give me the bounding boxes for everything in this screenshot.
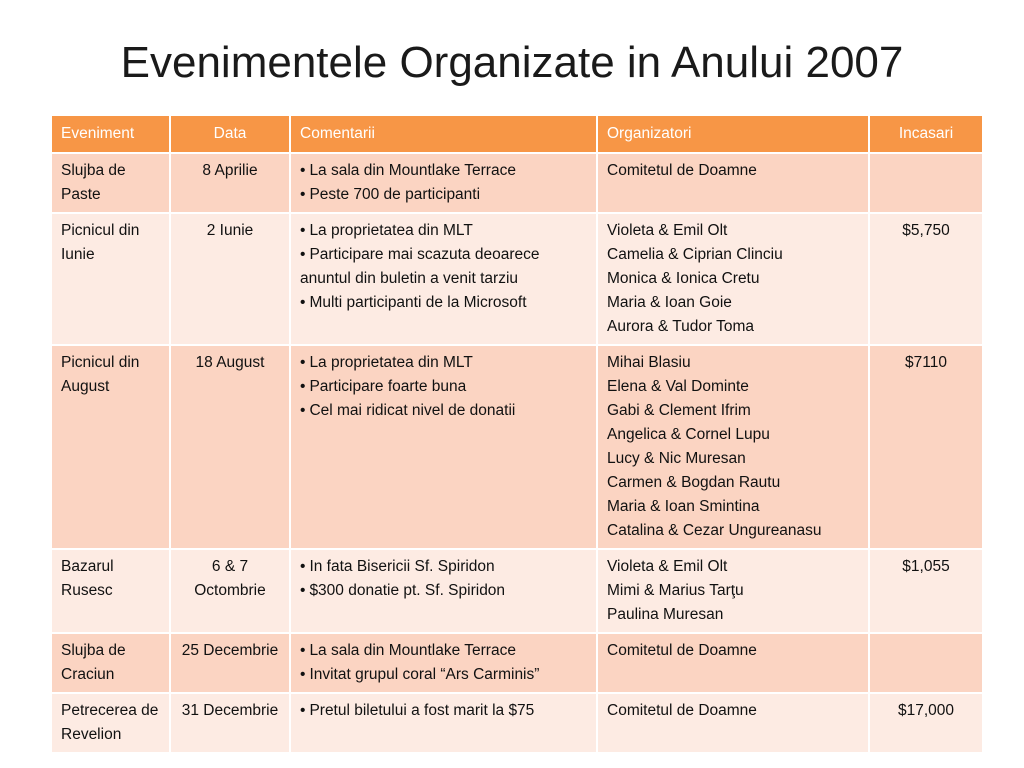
- comment-item: [300, 399, 587, 423]
- bullet-icon: •: [300, 354, 306, 371]
- event-cell: Picnicul din Iunie: [52, 213, 170, 345]
- bullet-icon: •: [300, 222, 306, 239]
- table-row: [52, 213, 982, 345]
- comment-item: [300, 183, 587, 207]
- organizer-name: Violeta & Emil Olt: [607, 222, 728, 239]
- comment-item: [300, 243, 587, 291]
- comment-item: [300, 579, 587, 603]
- event-cell: Picnicul din August: [52, 345, 170, 549]
- comment-item: [300, 375, 587, 399]
- comment-text: In fata Bisericii Sf. Spiridon: [309, 558, 495, 575]
- date-cell: 8 Aprilie: [170, 153, 290, 213]
- table-row: [52, 345, 982, 549]
- bullet-icon: •: [300, 642, 306, 659]
- comment-text: La proprietatea din MLT: [309, 354, 473, 371]
- events-table: [52, 116, 982, 752]
- comment-text: La sala din Mountlake Terrace: [309, 162, 516, 179]
- income-cell: [869, 633, 982, 693]
- date-cell: 25 Decembrie: [170, 633, 290, 693]
- table-row: [52, 633, 982, 693]
- organizers-cell: [597, 549, 869, 633]
- bullet-icon: •: [300, 294, 306, 311]
- comment-text: Invitat grupul coral “Ars Carminis”: [309, 666, 540, 683]
- organizer-name: Carmen & Bogdan Rautu: [607, 474, 781, 491]
- table-row: [52, 153, 982, 213]
- bullet-icon: •: [300, 162, 306, 179]
- organizer-name: Camelia & Ciprian Clinciu: [607, 246, 783, 263]
- organizer-name: Angelica & Cornel Lupu: [607, 426, 770, 443]
- comment-text: La sala din Mountlake Terrace: [309, 642, 516, 659]
- bullet-icon: •: [300, 378, 306, 395]
- organizer-name: Mimi & Marius Tarţu: [607, 582, 744, 599]
- comment-text: Pretul biletului a fost marit la $75: [309, 702, 535, 719]
- organizer-name: Elena & Val Dominte: [607, 378, 749, 395]
- organizer-name: Monica & Ionica Cretu: [607, 270, 760, 287]
- table-header-row: [52, 116, 982, 153]
- header-incasari: Incasari: [869, 116, 982, 153]
- date-cell: 18 August: [170, 345, 290, 549]
- comment-text: Multi participanti de la Microsoft: [309, 294, 527, 311]
- comment-item: [300, 699, 587, 723]
- comments-cell: [290, 693, 597, 752]
- bullet-icon: •: [300, 558, 306, 575]
- organizer-name: Paulina Muresan: [607, 606, 724, 623]
- table-row: [52, 693, 982, 752]
- date-cell: 31 Decembrie: [170, 693, 290, 752]
- bullet-icon: •: [300, 186, 306, 203]
- organizer-name: Mihai Blasiu: [607, 354, 691, 371]
- organizer-name: Comitetul de Doamne: [607, 702, 757, 719]
- table-body: [52, 153, 982, 752]
- date-cell: 6 & 7 Octombrie: [170, 549, 290, 633]
- organizer-name: Violeta & Emil Olt: [607, 558, 728, 575]
- bullet-icon: •: [300, 666, 306, 683]
- bullet-icon: •: [300, 582, 306, 599]
- income-cell: $17,000: [869, 693, 982, 752]
- comment-text: Cel mai ridicat nivel de donatii: [309, 402, 516, 419]
- event-cell: Petrecerea de Revelion: [52, 693, 170, 752]
- organizer-name: Maria & Ioan Smintina: [607, 498, 760, 515]
- comment-item: [300, 663, 587, 687]
- organizer-name: Gabi & Clement Ifrim: [607, 402, 751, 419]
- comments-cell: [290, 549, 597, 633]
- comment-text: La proprietatea din MLT: [309, 222, 473, 239]
- income-cell: $7110: [869, 345, 982, 549]
- organizer-name: Aurora & Tudor Toma: [607, 318, 755, 335]
- event-cell: Slujba de Paste: [52, 153, 170, 213]
- organizers-cell: [597, 213, 869, 345]
- organizer-name: Comitetul de Doamne: [607, 162, 757, 179]
- comment-item: [300, 291, 587, 315]
- comment-text: Peste 700 de participanti: [309, 186, 481, 203]
- income-cell: [869, 153, 982, 213]
- organizers-cell: [597, 345, 869, 549]
- comments-cell: [290, 633, 597, 693]
- comment-item: [300, 555, 587, 579]
- comment-item: [300, 219, 587, 243]
- slide-title: Evenimentele Organizate in Anului 2007: [120, 38, 904, 87]
- bullet-icon: •: [300, 702, 306, 719]
- organizers-cell: [597, 153, 869, 213]
- bullet-icon: •: [300, 402, 306, 419]
- comments-cell: [290, 213, 597, 345]
- bullet-icon: •: [300, 246, 306, 263]
- income-cell: $5,750: [869, 213, 982, 345]
- date-cell: 2 Iunie: [170, 213, 290, 345]
- organizer-name: Comitetul de Doamne: [607, 642, 757, 659]
- comment-text: Participare mai scazuta deoarece anuntul din buletin a venit tarziu: [300, 246, 540, 287]
- header-comentarii: Comentarii: [290, 116, 597, 153]
- organizers-cell: [597, 633, 869, 693]
- comment-text: Participare foarte buna: [309, 378, 467, 395]
- comment-item: [300, 159, 587, 183]
- comments-cell: [290, 345, 597, 549]
- organizer-name: Catalina & Cezar Ungureanasu: [607, 522, 822, 539]
- comment-item: [300, 351, 587, 375]
- header-data: Data: [170, 116, 290, 153]
- header-organizatori: Organizatori: [597, 116, 869, 153]
- income-cell: $1,055: [869, 549, 982, 633]
- event-cell: Bazarul Rusesc: [52, 549, 170, 633]
- header-eveniment: Eveniment: [52, 116, 170, 153]
- comment-item: [300, 639, 587, 663]
- event-cell: Slujba de Craciun: [52, 633, 170, 693]
- comments-cell: [290, 153, 597, 213]
- organizer-name: Maria & Ioan Goie: [607, 294, 732, 311]
- organizer-name: Lucy & Nic Muresan: [607, 450, 746, 467]
- comment-text: $300 donatie pt. Sf. Spiridon: [309, 582, 506, 599]
- organizers-cell: [597, 693, 869, 752]
- table-row: [52, 549, 982, 633]
